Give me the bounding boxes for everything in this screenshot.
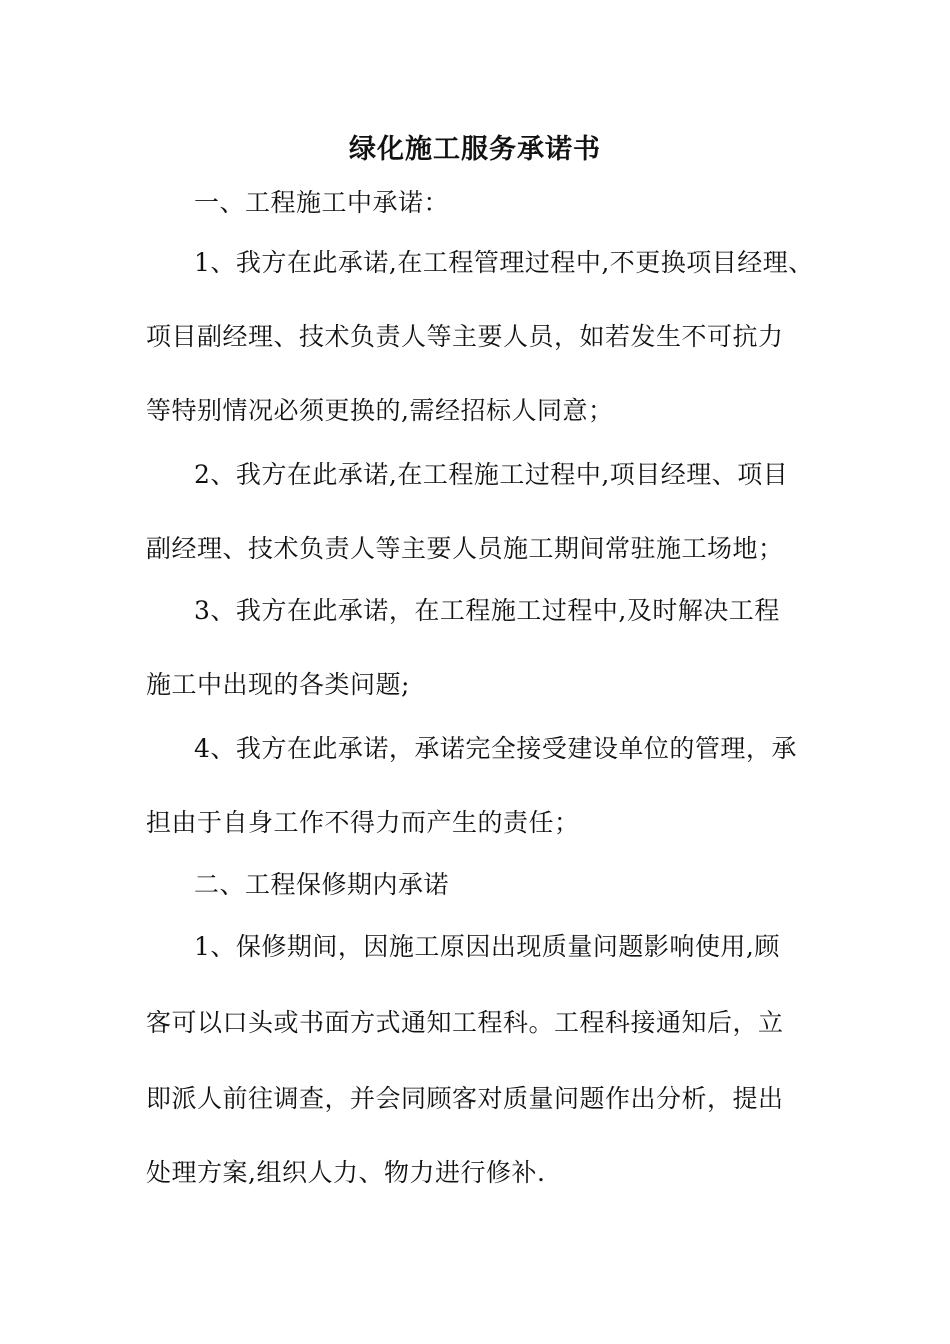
paragraph-line: 担由于自身工作不得力而产生的责任； bbox=[146, 808, 580, 837]
paragraph-line: 4、我方在此承诺，承诺完全接受建设单位的管理，承 bbox=[194, 734, 797, 763]
paragraph-line: 副经理、技术负责人等主要人员施工期间常驻施工场地； bbox=[146, 534, 784, 563]
paragraph-line: 1、保修期间，因施工原因出现质量问题影响使用,顾 bbox=[194, 932, 780, 961]
document-title: 绿化施工服务承诺书 bbox=[349, 134, 601, 165]
section-heading-1: 一、工程施工中承诺： bbox=[194, 188, 450, 217]
paragraph-line: 3、我方在此承诺，在工程施工过程中,及时解决工程 bbox=[194, 596, 780, 625]
paragraph-line: 施工中出现的各类问题; bbox=[146, 670, 410, 699]
paragraph-line: 客可以口头或书面方式通知工程科。工程科接通知后，立 bbox=[146, 1008, 784, 1037]
paragraph-line: 等特别情况必须更换的,需经招标人同意； bbox=[146, 396, 614, 425]
paragraph-line: 2、我方在此承诺,在工程施工过程中,项目经理、项目 bbox=[194, 460, 789, 489]
paragraph-line: 即派人前往调查，并会同顾客对质量问题作出分析，提出 bbox=[146, 1084, 784, 1113]
paragraph-line: 1、我方在此承诺,在工程管理过程中,不更换项目经理、 bbox=[194, 248, 814, 277]
paragraph-line: 项目副经理、技术负责人等主要人员，如若发生不可抗力 bbox=[146, 322, 784, 351]
paragraph-line: 处理方案,组织人力、物力进行修补. bbox=[146, 1158, 546, 1187]
section-heading-2: 二、工程保修期内承诺 bbox=[194, 870, 450, 899]
